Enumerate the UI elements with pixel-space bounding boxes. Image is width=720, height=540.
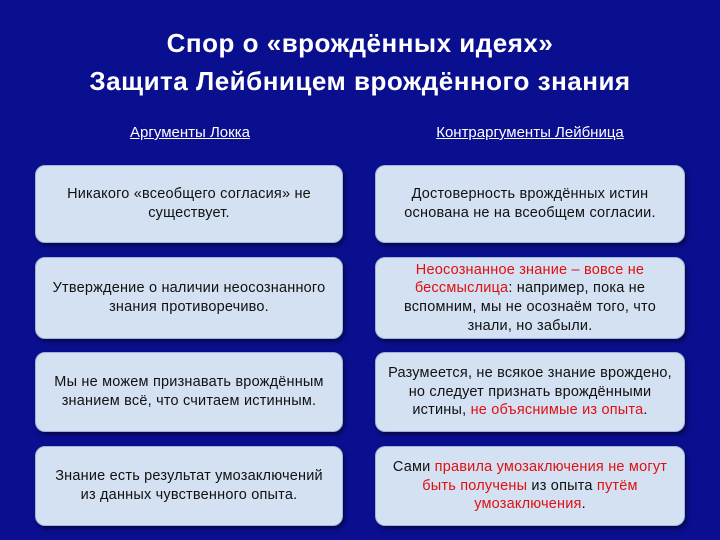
leibniz-counterargument-card xyxy=(375,352,685,432)
leibniz-counterargument-text xyxy=(386,261,674,335)
locke-argument-text: Никакого «всеобщего согласия» не существует. xyxy=(67,186,311,221)
leibniz-counterargument-card xyxy=(375,446,685,526)
text-segment: . xyxy=(581,496,586,513)
highlighted-phrase: Неосознанное знание – вовсе не бессмыслица xyxy=(414,261,645,297)
locke-argument-card xyxy=(35,352,343,432)
leibniz-counterargument-card xyxy=(375,257,685,339)
locke-argument-text: Знание есть результат умозаключений из данных чувственного опыта. xyxy=(55,468,323,503)
leibniz-counterargument-text xyxy=(386,458,674,514)
locke-argument-text: Мы не можем признавать врождённым знанием всё, что считаем истинным. xyxy=(54,374,324,409)
locke-argument-card xyxy=(35,446,343,526)
text-segment: Сами xyxy=(392,459,435,476)
slide-subtitle: Защита Лейбницем врождённого знания xyxy=(89,66,631,96)
leibniz-counterargument-card xyxy=(375,165,685,243)
highlighted-phrase: путём умозаключения xyxy=(474,477,638,513)
text-segment: Достоверность врождённых истин основана не на всеобщем согласии. xyxy=(404,186,656,221)
text-segment: . xyxy=(643,402,648,419)
leibniz-counterargument-text xyxy=(386,185,674,222)
locke-arguments-header: Аргументы Локка xyxy=(130,124,250,141)
highlighted-phrase: правила умозаключения не могут быть получены xyxy=(422,459,668,494)
highlighted-phrase: не объяснимые из опыта xyxy=(470,402,644,419)
leibniz-counterarguments-header: Контраргументы Лейбница xyxy=(436,124,624,141)
locke-argument-text: Утверждение о наличии неосознанного знания противоречиво. xyxy=(52,280,326,315)
text-segment: Разумеется, не всякое знание врождено, но следует признать врождёнными истины, xyxy=(388,365,672,419)
text-segment: из опыта xyxy=(527,477,597,494)
locke-argument-card xyxy=(35,257,343,339)
text-segment: : например, пока не вспомним, мы не осознаём того, что знали, но забыли. xyxy=(403,280,657,334)
leibniz-counterargument-text xyxy=(386,364,674,420)
locke-argument-card xyxy=(35,165,343,243)
slide-title: Спор о «врождённых идеях» xyxy=(166,28,554,58)
